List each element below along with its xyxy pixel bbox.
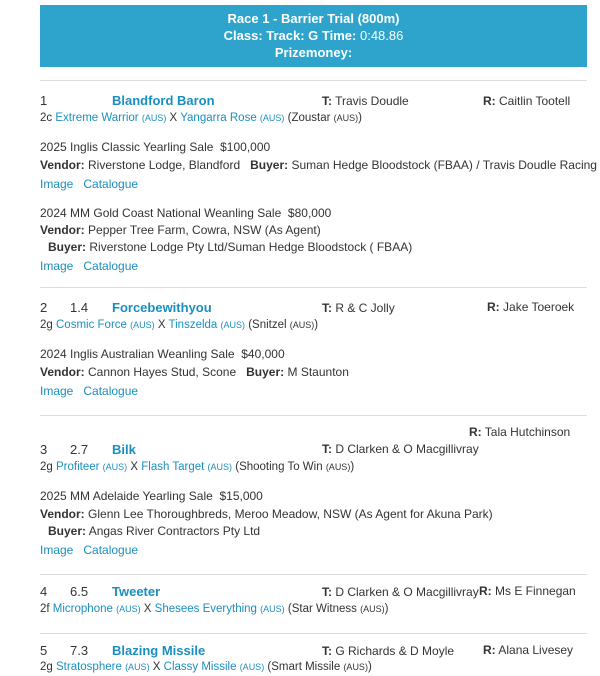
runner-margin: 6.5 — [70, 584, 89, 599]
sale-price: $40,000 — [241, 347, 285, 361]
buyer-label: Buyer: — [250, 158, 289, 172]
cross-x: X — [157, 319, 166, 331]
rider-label: R: — [483, 94, 496, 108]
vendor-label: Vendor: — [40, 507, 85, 521]
country-tag: (AUS) — [333, 113, 359, 123]
runner-position: 2 — [40, 300, 48, 315]
sale-links — [40, 543, 148, 557]
horse-name-link[interactable]: Blandford Baron — [112, 93, 215, 108]
vendor-name: Glenn Lee Thoroughbreds, Meroo Meadow, NSW (As Agent for Akuna Park) — [88, 507, 493, 521]
pedigree: 2g Stratosphere (AUS) X Classy Missile (AUS) (Smart Missile (AUS)) — [40, 661, 372, 673]
sire-link[interactable]: Stratosphere — [56, 661, 122, 673]
sex-age: 2f — [40, 603, 50, 615]
rider — [483, 643, 573, 657]
country-tag: (AUS) — [289, 320, 315, 330]
race-class-line — [40, 27, 587, 44]
image-link[interactable]: Image — [40, 543, 74, 557]
vendor-line — [40, 507, 493, 521]
vendor-buyer — [40, 365, 349, 379]
country-tag: (AUS) — [207, 462, 233, 472]
runner-margin: 2.7 — [70, 442, 89, 457]
catalogue-link[interactable]: Catalogue — [83, 177, 139, 191]
race-class-track: Class: Track: G Time: — [223, 28, 357, 43]
image-link[interactable]: Image — [40, 259, 74, 273]
pedigree: 2g Profiteer (AUS) X Flash Target (AUS) (Shooting To Win (AUS)) — [40, 461, 355, 473]
sale-info — [40, 489, 263, 503]
rider-name: Alana Livesey — [498, 643, 574, 657]
rider-label: R: — [487, 300, 500, 314]
cross-x: X — [143, 603, 152, 615]
country-tag: (AUS) — [125, 662, 150, 672]
sale-name: 2024 MM Gold Coast National Weanling Sale — [40, 206, 282, 220]
country-tag: (AUS) — [239, 662, 265, 672]
image-link[interactable]: Image — [40, 177, 74, 191]
rider-label: R: — [469, 425, 482, 439]
sire-link[interactable]: Cosmic Force — [56, 319, 127, 331]
rider-name: Tala Hutchinson — [484, 425, 571, 439]
country-tag: (AUS) — [220, 320, 246, 330]
country-tag: (AUS) — [360, 604, 385, 614]
country-tag: (AUS) — [260, 604, 285, 614]
buyer-label: Buyer: — [246, 365, 285, 379]
pedigree: 2f Microphone (AUS) X Shesees Everything (AUS) (Star Witness (AUS)) — [40, 603, 389, 615]
runner-margin: 7.3 — [70, 643, 89, 658]
sale-info — [40, 206, 331, 220]
dam-link[interactable]: Tinszelda — [168, 319, 218, 331]
race-prizemoney: Prizemoney: — [274, 45, 353, 60]
rider-name: Jake Toeroek — [503, 300, 575, 314]
catalogue-link[interactable]: Catalogue — [83, 543, 139, 557]
sale-name: 2024 Inglis Australian Weanling Sale — [40, 347, 235, 361]
sex-age: 2g — [40, 319, 53, 331]
vendor-label: Vendor: — [40, 223, 85, 237]
rider-label: R: — [483, 643, 496, 657]
dam-link[interactable]: Yangarra Rose — [180, 112, 257, 124]
country-tag: (AUS) — [259, 113, 285, 123]
vendor-name: Cannon Hayes Stud, Scone — [88, 365, 237, 379]
vendor-label: Vendor: — [40, 158, 85, 172]
cross-x: X — [152, 661, 161, 673]
sex-age: 2g — [40, 661, 53, 673]
divider — [40, 415, 587, 416]
dam-link[interactable]: Shesees Everything — [154, 603, 257, 615]
sex-age: 2g — [40, 461, 53, 473]
runner-position: 5 — [40, 643, 48, 658]
vendor-buyer — [40, 158, 597, 172]
damsire: Star Witness — [291, 603, 357, 615]
country-tag: (AUS) — [343, 662, 368, 672]
sex-age: 2c — [40, 112, 53, 124]
trainer-label: T: — [322, 585, 332, 599]
trainer — [322, 442, 479, 456]
trainer-name: D Clarken & O Macgillivray — [335, 585, 479, 599]
trainer-label: T: — [322, 442, 332, 456]
dam-link[interactable]: Classy Missile — [163, 661, 237, 673]
sale-name: 2025 MM Adelaide Yearling Sale — [40, 489, 213, 503]
buyer-line — [48, 524, 260, 538]
country-tag: (AUS) — [130, 320, 155, 330]
rider-label: R: — [479, 584, 492, 598]
buyer-name: Angas River Contractors Pty Ltd — [88, 524, 261, 538]
buyer-label: Buyer: — [48, 240, 87, 254]
race-time: 0:48.86 — [359, 28, 404, 43]
damsire: Snitzel — [252, 319, 287, 331]
buyer-name: Riverstone Lodge Pty Ltd/Suman Hedge Bloodstock ( FBAA) — [89, 240, 413, 254]
sire-link[interactable]: Microphone — [52, 603, 113, 615]
sire-link[interactable]: Profiteer — [56, 461, 100, 473]
pedigree: 2g Cosmic Force (AUS) X Tinszelda (AUS) (Snitzel (AUS)) — [40, 319, 319, 331]
sale-info — [40, 347, 285, 361]
runner-position: 1 — [40, 93, 48, 108]
race-title: Race 1 - Barrier Trial (800m) — [227, 11, 400, 26]
trainer-name: Travis Doudle — [335, 94, 409, 108]
sale-links — [40, 259, 148, 273]
catalogue-link[interactable]: Catalogue — [83, 384, 139, 398]
trainer — [322, 301, 395, 315]
damsire: Zoustar — [291, 112, 331, 124]
trainer-name: R & C Jolly — [335, 301, 395, 315]
trainer — [322, 94, 409, 108]
horse-name-link[interactable]: Forcebewithyou — [112, 300, 212, 315]
country-tag: (AUS) — [325, 462, 351, 472]
trainer — [322, 585, 479, 599]
vendor-name: Pepper Tree Farm, Cowra, NSW (As Agent) — [88, 223, 321, 237]
buyer-name: Suman Hedge Bloodstock (FBAA) / Travis Doudle Racing — [291, 158, 597, 172]
cross-x: X — [130, 461, 139, 473]
sale-info — [40, 140, 270, 154]
horse-name-link[interactable]: Bilk — [112, 442, 136, 457]
buyer-label: Buyer: — [48, 524, 87, 538]
divider — [40, 574, 587, 575]
country-tag: (AUS) — [141, 113, 167, 123]
country-tag: (AUS) — [102, 462, 128, 472]
runner-margin: 1.4 — [70, 300, 89, 315]
vendor-label: Vendor: — [40, 365, 85, 379]
sale-links — [40, 384, 148, 398]
sale-price: $100,000 — [220, 140, 271, 154]
sale-price: $15,000 — [219, 489, 263, 503]
trainer-label: T: — [322, 94, 332, 108]
dam-link[interactable]: Flash Target — [141, 461, 205, 473]
image-link[interactable]: Image — [40, 384, 74, 398]
sale-links — [40, 177, 148, 191]
pedigree: 2c Extreme Warrior (AUS) X Yangarra Rose (AUS) (Zoustar (AUS)) — [40, 112, 362, 124]
rider — [479, 584, 576, 598]
runner-position: 4 — [40, 584, 48, 599]
divider — [40, 287, 587, 288]
divider — [40, 80, 587, 81]
sale-price: $80,000 — [287, 206, 332, 220]
rider — [469, 425, 570, 439]
sire-link[interactable]: Extreme Warrior — [55, 112, 139, 124]
trainer-label: T: — [322, 644, 332, 658]
trainer-label: T: — [322, 301, 332, 315]
sale-name: 2025 Inglis Classic Yearling Sale — [40, 140, 214, 154]
rider-name: Caitlin Tootell — [499, 94, 571, 108]
country-tag: (AUS) — [116, 604, 141, 614]
trainer — [322, 644, 454, 658]
divider — [40, 633, 587, 634]
horse-name-link[interactable]: Blazing Missile — [112, 643, 206, 658]
rider-name: Ms E Finnegan — [495, 584, 576, 598]
trainer-name: G Richards & D Moyle — [335, 644, 455, 658]
damsire: Smart Missile — [271, 661, 341, 673]
cross-x: X — [169, 112, 178, 124]
vendor-name: Riverstone Lodge, Blandford — [88, 158, 241, 172]
rider — [487, 300, 574, 314]
horse-name-link[interactable]: Tweeter — [112, 584, 161, 599]
runner-position: 3 — [40, 442, 48, 457]
buyer-name: M Staunton — [287, 365, 349, 379]
catalogue-link[interactable]: Catalogue — [83, 259, 139, 273]
damsire: Shooting To Win — [239, 461, 323, 473]
rider — [483, 94, 570, 108]
trainer-name: D Clarken & O Macgillivray — [335, 442, 479, 456]
vendor-line — [40, 223, 321, 237]
race-header — [40, 5, 587, 67]
buyer-line — [48, 240, 412, 254]
